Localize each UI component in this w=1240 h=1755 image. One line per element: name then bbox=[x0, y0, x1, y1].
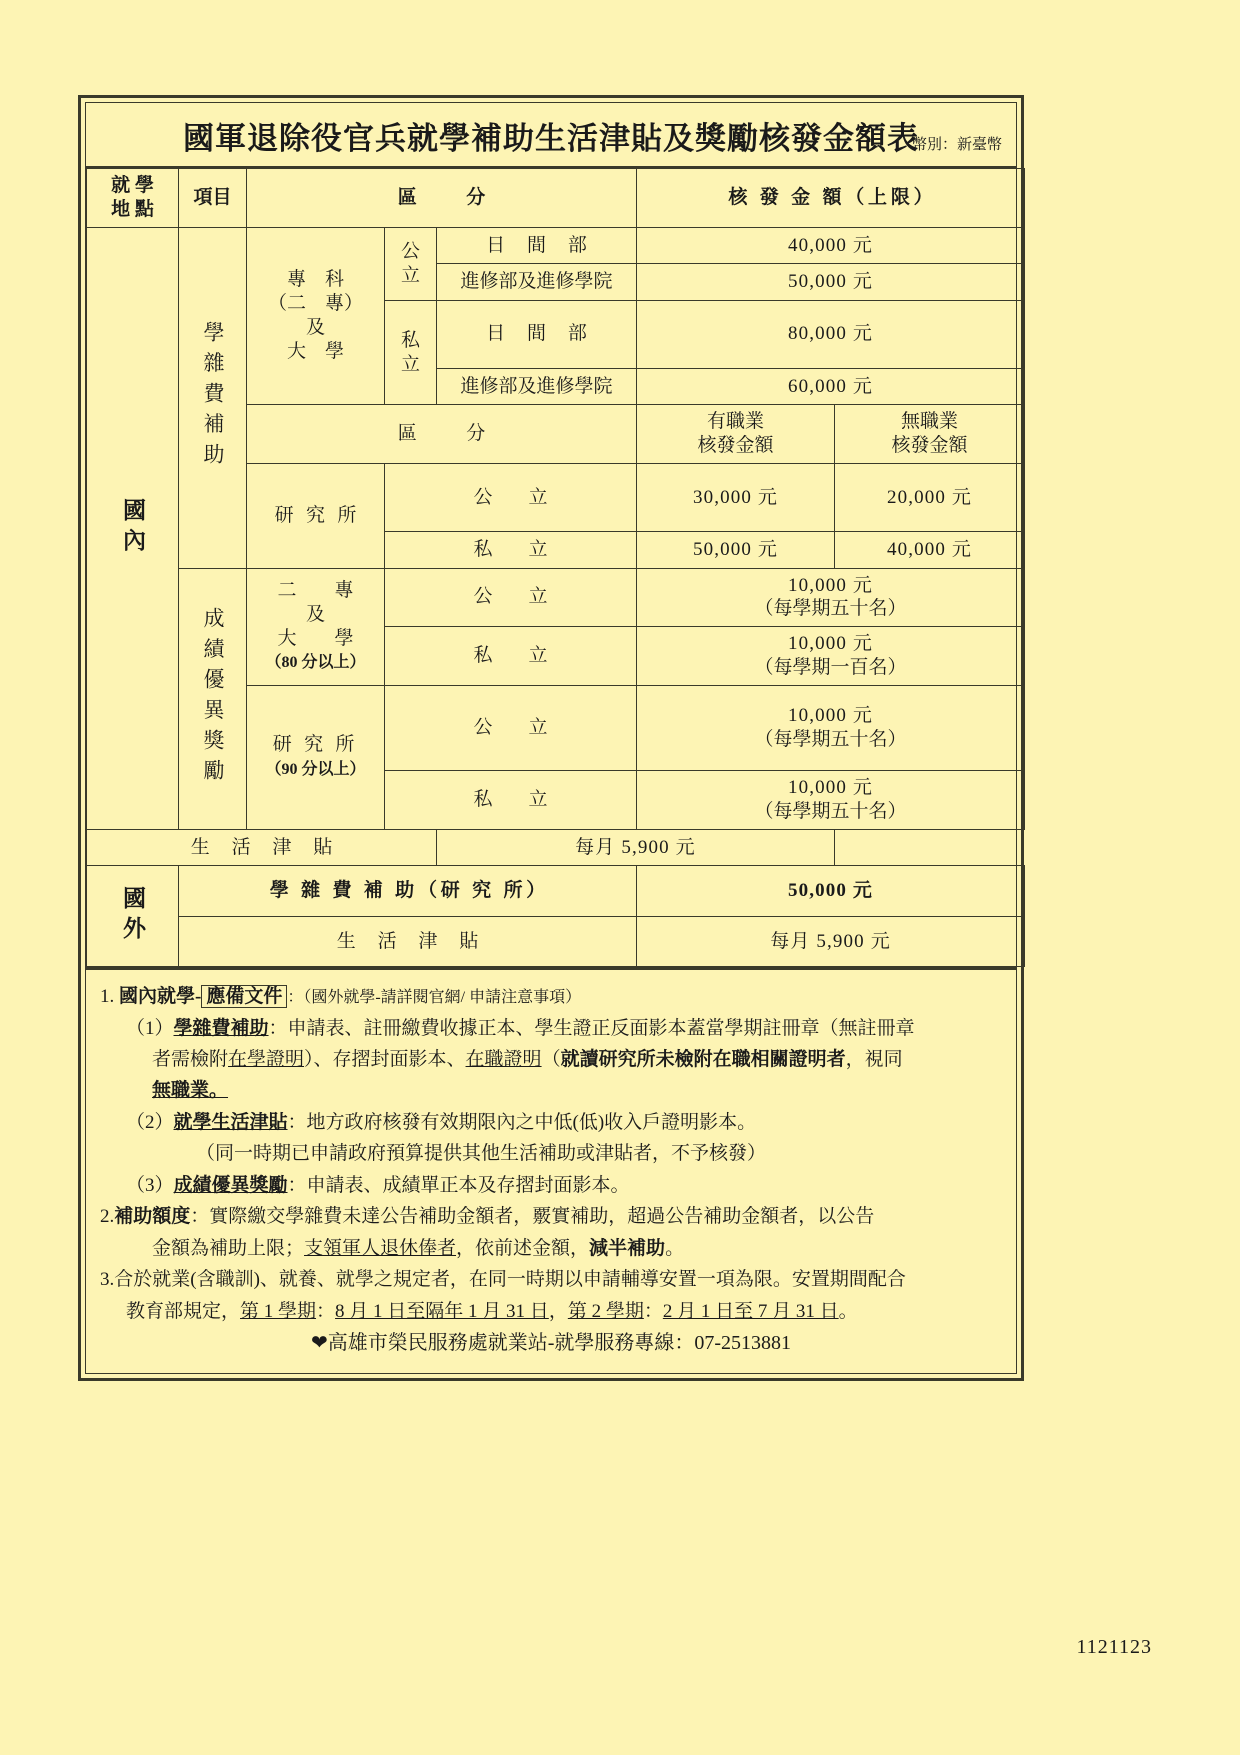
note-3-text: 合於就業(含職訓)、就養、就學之規定者，在同一時期以申請輔導安置一項為限。安置期間配合 bbox=[114, 1269, 906, 1291]
cell-location-domestic: 國內 bbox=[87, 227, 179, 829]
note-3 bbox=[100, 1265, 1002, 1294]
award-quota: （每學期一百名） bbox=[754, 656, 907, 678]
cell-amount bbox=[637, 627, 1025, 686]
note-1c bbox=[100, 1171, 1002, 1200]
note-2-number: 2. bbox=[100, 1206, 115, 1228]
subheader-employed: 有職業 核發金額 bbox=[637, 405, 835, 464]
note-1a-line3 bbox=[100, 1076, 1002, 1105]
subsidy-table bbox=[86, 168, 1025, 967]
note-2-text2a: 金額為補助上限； bbox=[152, 1237, 305, 1259]
cell-private: 私 立 bbox=[385, 771, 637, 830]
cell-continuing-division: 進修部及進修學院 bbox=[437, 264, 637, 301]
cell-amount: 50,000 元 bbox=[637, 264, 1025, 301]
notes-section bbox=[86, 967, 1016, 1373]
note-1a-text2c: ）、存摺封面影本、 bbox=[304, 1049, 466, 1071]
footer-code: 1121123 bbox=[1076, 1636, 1152, 1658]
cell-overseas-living-value: 每月 5,900 元 bbox=[637, 916, 1025, 967]
note-3-text2d: 8 月 1 日至隔年 1 月 31 日 bbox=[335, 1300, 549, 1322]
cell-public: 公 立 bbox=[385, 463, 637, 531]
award-amount: 10,000 元 bbox=[787, 777, 874, 798]
hotline-text: 高雄市榮民服務處就業站-就學服務專線：07-2513881 bbox=[327, 1331, 792, 1354]
cell-public: 公 立 bbox=[385, 568, 637, 627]
cell-item-tuition: 學雜費補助 bbox=[179, 227, 247, 568]
cell-living-allowance-label: 生 活 津 貼 bbox=[87, 829, 437, 866]
cell-day-division: 日 間 部 bbox=[437, 227, 637, 264]
note-3-line2 bbox=[100, 1297, 1002, 1326]
note-1b-number: （2） bbox=[126, 1111, 174, 1133]
page-title: 國軍退除役官兵就學補助生活津貼及獎勵核發金額表 bbox=[183, 121, 919, 156]
cell-amount bbox=[637, 771, 1025, 830]
note-1-lead: 國內就學- bbox=[119, 986, 202, 1008]
cell-item-award: 成績優異獎勵 bbox=[179, 568, 247, 829]
cell-day-division: 日 間 部 bbox=[437, 300, 637, 368]
cell-private: 私 立 bbox=[385, 300, 437, 405]
note-1a-number: （1） bbox=[126, 1017, 174, 1039]
note-3-text2f: 第 2 學期 bbox=[567, 1300, 644, 1322]
cell-private: 私 立 bbox=[385, 531, 637, 568]
note-1a-key: 學雜費補助 bbox=[173, 1017, 269, 1039]
note-1a-line2 bbox=[100, 1045, 1002, 1074]
cell-group-graduate-award: 研 究 所 （90 分以上） bbox=[247, 685, 385, 829]
note-3-text2g: ： bbox=[643, 1300, 663, 1322]
award-amount: 10,000 元 bbox=[787, 633, 874, 654]
note-1a-text2e: （ bbox=[541, 1049, 561, 1071]
document-sheet bbox=[78, 95, 1024, 1381]
header-item: 項目 bbox=[179, 169, 247, 228]
note-3-text2c: ： bbox=[316, 1300, 336, 1322]
header-category: 區 分 bbox=[247, 169, 637, 228]
heart-icon: ❤ bbox=[310, 1331, 328, 1354]
table-row bbox=[87, 227, 1025, 264]
cell-overseas-tuition-label: 學 雜 費 補 助（研 究 所） bbox=[179, 866, 637, 917]
note-3-text2a: 教育部規定， bbox=[126, 1300, 241, 1322]
cell-amount: 20,000 元 bbox=[835, 463, 1025, 531]
note-1-boxed: 應備文件 bbox=[201, 985, 287, 1008]
cell-amount bbox=[637, 685, 1025, 771]
table-row bbox=[87, 568, 1025, 627]
note-1c-text: ：申請表、成績單正本及存摺封面影本。 bbox=[287, 1174, 630, 1196]
note-1b-text2: （同一時期已申請政府預算提供其他生活補助或津貼者，不予核發） bbox=[196, 1143, 767, 1165]
award-quota: （每學期五十名） bbox=[754, 728, 907, 750]
header-location: 就 學 地 點 bbox=[87, 169, 179, 228]
subheader-unemployed: 無職業 核發金額 bbox=[835, 405, 1025, 464]
note-1a-text2f: 就讀研究所未檢附在職相關證明者 bbox=[560, 1049, 846, 1071]
note-3-text2e: ， bbox=[548, 1300, 568, 1322]
note-3-number: 3. bbox=[100, 1269, 115, 1291]
document-inner-border bbox=[85, 102, 1017, 1374]
note-2-text2d: 減半補助 bbox=[589, 1237, 666, 1259]
note-1 bbox=[100, 982, 1002, 1011]
cell-living-allowance-value: 每月 5,900 元 bbox=[437, 829, 835, 866]
award-amount: 10,000 元 bbox=[787, 574, 874, 596]
header-amount: 核 發 金 額（上限） bbox=[637, 169, 1025, 228]
note-1a-text2d: 在職證明 bbox=[465, 1049, 542, 1071]
note-2-text2e: 。 bbox=[665, 1237, 685, 1259]
note-2-text: ：實際繳交學雜費未達公告補助金額者，覈實補助，超過公告補助金額者，以公告 bbox=[190, 1206, 875, 1228]
note-1-rest: ：（國外就學-請詳閱官網/ 申請注意事項） bbox=[287, 989, 582, 1007]
cell-amount: 30,000 元 bbox=[637, 463, 835, 531]
note-1a-text3: 無職業。 bbox=[152, 1080, 229, 1102]
title-bar bbox=[86, 103, 1016, 168]
cell-amount: 50,000 元 bbox=[637, 531, 835, 568]
cell-public: 公 立 bbox=[385, 685, 637, 771]
cell-continuing-division: 進修部及進修學院 bbox=[437, 368, 637, 405]
table-row bbox=[87, 866, 1025, 917]
hotline-line bbox=[100, 1328, 1002, 1359]
cell-location-overseas: 國外 bbox=[87, 866, 179, 967]
note-3-text2i: 。 bbox=[838, 1300, 858, 1322]
note-1a-text2g: ，視同 bbox=[845, 1049, 903, 1071]
cell-amount: 40,000 元 bbox=[637, 227, 1025, 264]
note-1b-text: ：地方政府核發有效期限內之中低(低)收入戶證明影本。 bbox=[287, 1111, 757, 1133]
currency-note: 幣別：新臺幣 bbox=[911, 137, 1002, 153]
cell-private: 私 立 bbox=[385, 627, 637, 686]
cell-amount: 60,000 元 bbox=[637, 368, 1025, 405]
cell-public: 公 立 bbox=[385, 227, 437, 300]
cell-overseas-tuition-value: 50,000 元 bbox=[637, 866, 1025, 917]
note-2 bbox=[100, 1202, 1002, 1231]
note-2-key: 補助額度 bbox=[114, 1206, 191, 1228]
note-1a bbox=[100, 1014, 1002, 1043]
cell-overseas-living-label: 生 活 津 貼 bbox=[179, 916, 637, 967]
table-row bbox=[87, 916, 1025, 967]
note-1b bbox=[100, 1108, 1002, 1137]
note-3-text2h: 2 月 1 日至 7 月 31 日 bbox=[662, 1300, 839, 1322]
cell-amount: 80,000 元 bbox=[637, 300, 1025, 368]
subheader-category: 區 分 bbox=[247, 405, 637, 464]
note-2-text2c: ，依前述金額， bbox=[456, 1237, 590, 1259]
award-quota: （每學期五十名） bbox=[754, 800, 907, 822]
award-amount: 10,000 元 bbox=[787, 705, 874, 726]
cell-group-college: 專 科 （二 專） 及 大 學 bbox=[247, 227, 385, 405]
note-1c-number: （3） bbox=[126, 1174, 174, 1196]
note-1-number: 1. bbox=[100, 986, 115, 1008]
note-2-text2b: 支領軍人退休俸者 bbox=[304, 1237, 457, 1259]
table-row bbox=[87, 829, 1025, 866]
note-1a-text2b: 在學證明 bbox=[228, 1049, 305, 1071]
note-1b-key: 就學生活津貼 bbox=[173, 1111, 288, 1133]
note-1a-text: ：申請表、註冊繳費收據正本、學生證正反面影本蓋當學期註冊章（無註冊章 bbox=[268, 1017, 915, 1039]
note-1c-key: 成績優異獎勵 bbox=[173, 1174, 288, 1196]
cell-group-college-award: 二 專 及 大 學 （80 分以上） bbox=[247, 568, 385, 685]
cell-amount bbox=[637, 568, 1025, 627]
cell-group-graduate: 研 究 所 bbox=[247, 463, 385, 568]
note-1b-line2 bbox=[100, 1139, 1002, 1168]
note-2-line2 bbox=[100, 1234, 1002, 1263]
note-1a-text2a: 者需檢附 bbox=[152, 1049, 229, 1071]
table-header-row bbox=[87, 169, 1025, 228]
note-3-text2b: 第 1 學期 bbox=[240, 1300, 317, 1322]
award-quota: （每學期五十名） bbox=[754, 598, 907, 620]
cell-amount: 40,000 元 bbox=[835, 531, 1025, 568]
